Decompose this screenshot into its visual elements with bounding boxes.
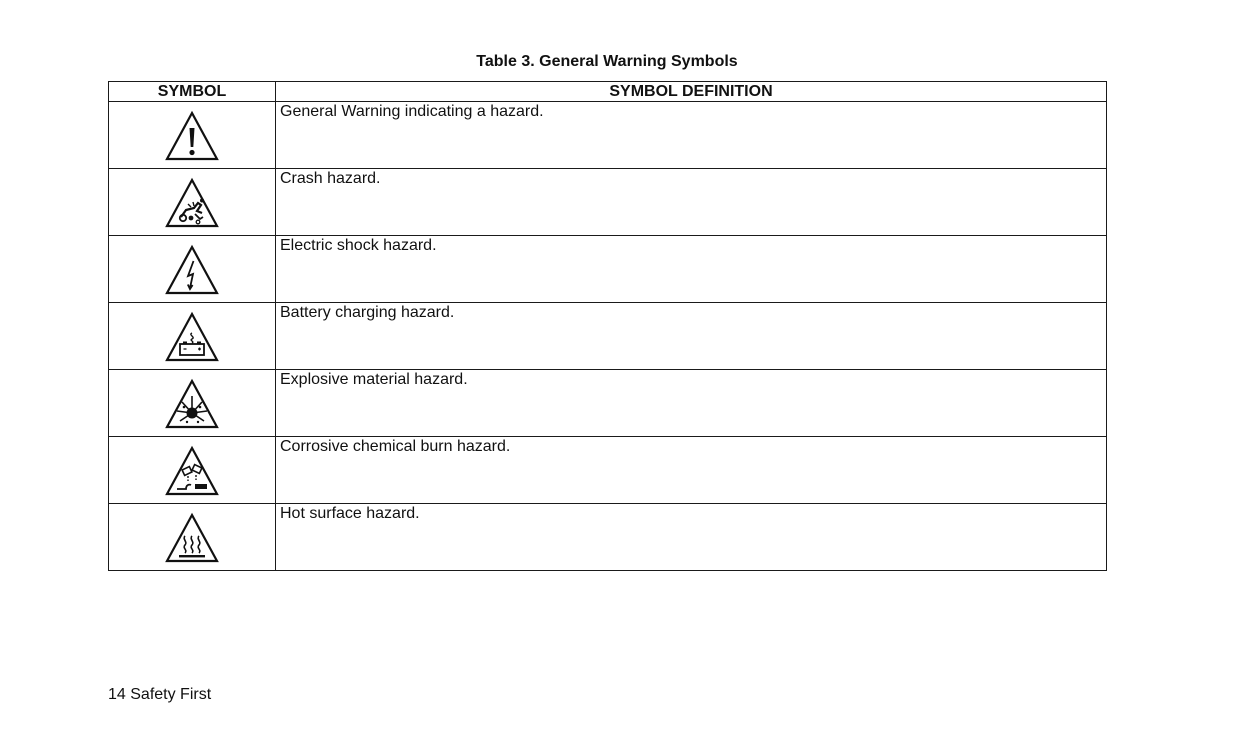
table-header-row — [109, 82, 1107, 102]
general-warning-icon — [164, 110, 220, 162]
table-row — [109, 102, 1107, 169]
symbol-cell — [109, 370, 276, 437]
page-footer: 14 Safety First — [108, 686, 212, 703]
electric-shock-icon — [164, 244, 220, 296]
definition-cell: Hot surface hazard. — [276, 504, 1107, 571]
explosive-material-icon — [164, 378, 220, 430]
crash-hazard-icon — [164, 177, 220, 229]
symbol-cell — [109, 437, 276, 504]
hot-surface-icon — [164, 512, 220, 564]
definition-column-header: SYMBOL DEFINITION — [276, 82, 1107, 102]
corrosive-chemical-icon — [164, 445, 220, 497]
definition-cell: Explosive material hazard. — [276, 370, 1107, 437]
definition-cell: Crash hazard. — [276, 169, 1107, 236]
table-caption: Table 3. General Warning Symbols — [476, 53, 738, 70]
table-row — [109, 370, 1107, 437]
symbol-cell — [109, 303, 276, 370]
table-row — [109, 504, 1107, 571]
definition-cell: Corrosive chemical burn hazard. — [276, 437, 1107, 504]
table-row — [109, 169, 1107, 236]
symbol-cell — [109, 504, 276, 571]
symbol-cell — [109, 102, 276, 169]
table-row — [109, 303, 1107, 370]
table-row — [109, 437, 1107, 504]
warning-symbols-table — [108, 81, 1107, 571]
definition-cell: Electric shock hazard. — [276, 236, 1107, 303]
definition-cell: Battery charging hazard. — [276, 303, 1107, 370]
definition-cell: General Warning indicating a hazard. — [276, 102, 1107, 169]
symbol-column-header: SYMBOL — [109, 82, 276, 102]
symbol-cell — [109, 169, 276, 236]
symbol-cell — [109, 236, 276, 303]
table-row — [109, 236, 1107, 303]
battery-charging-icon — [164, 311, 220, 363]
